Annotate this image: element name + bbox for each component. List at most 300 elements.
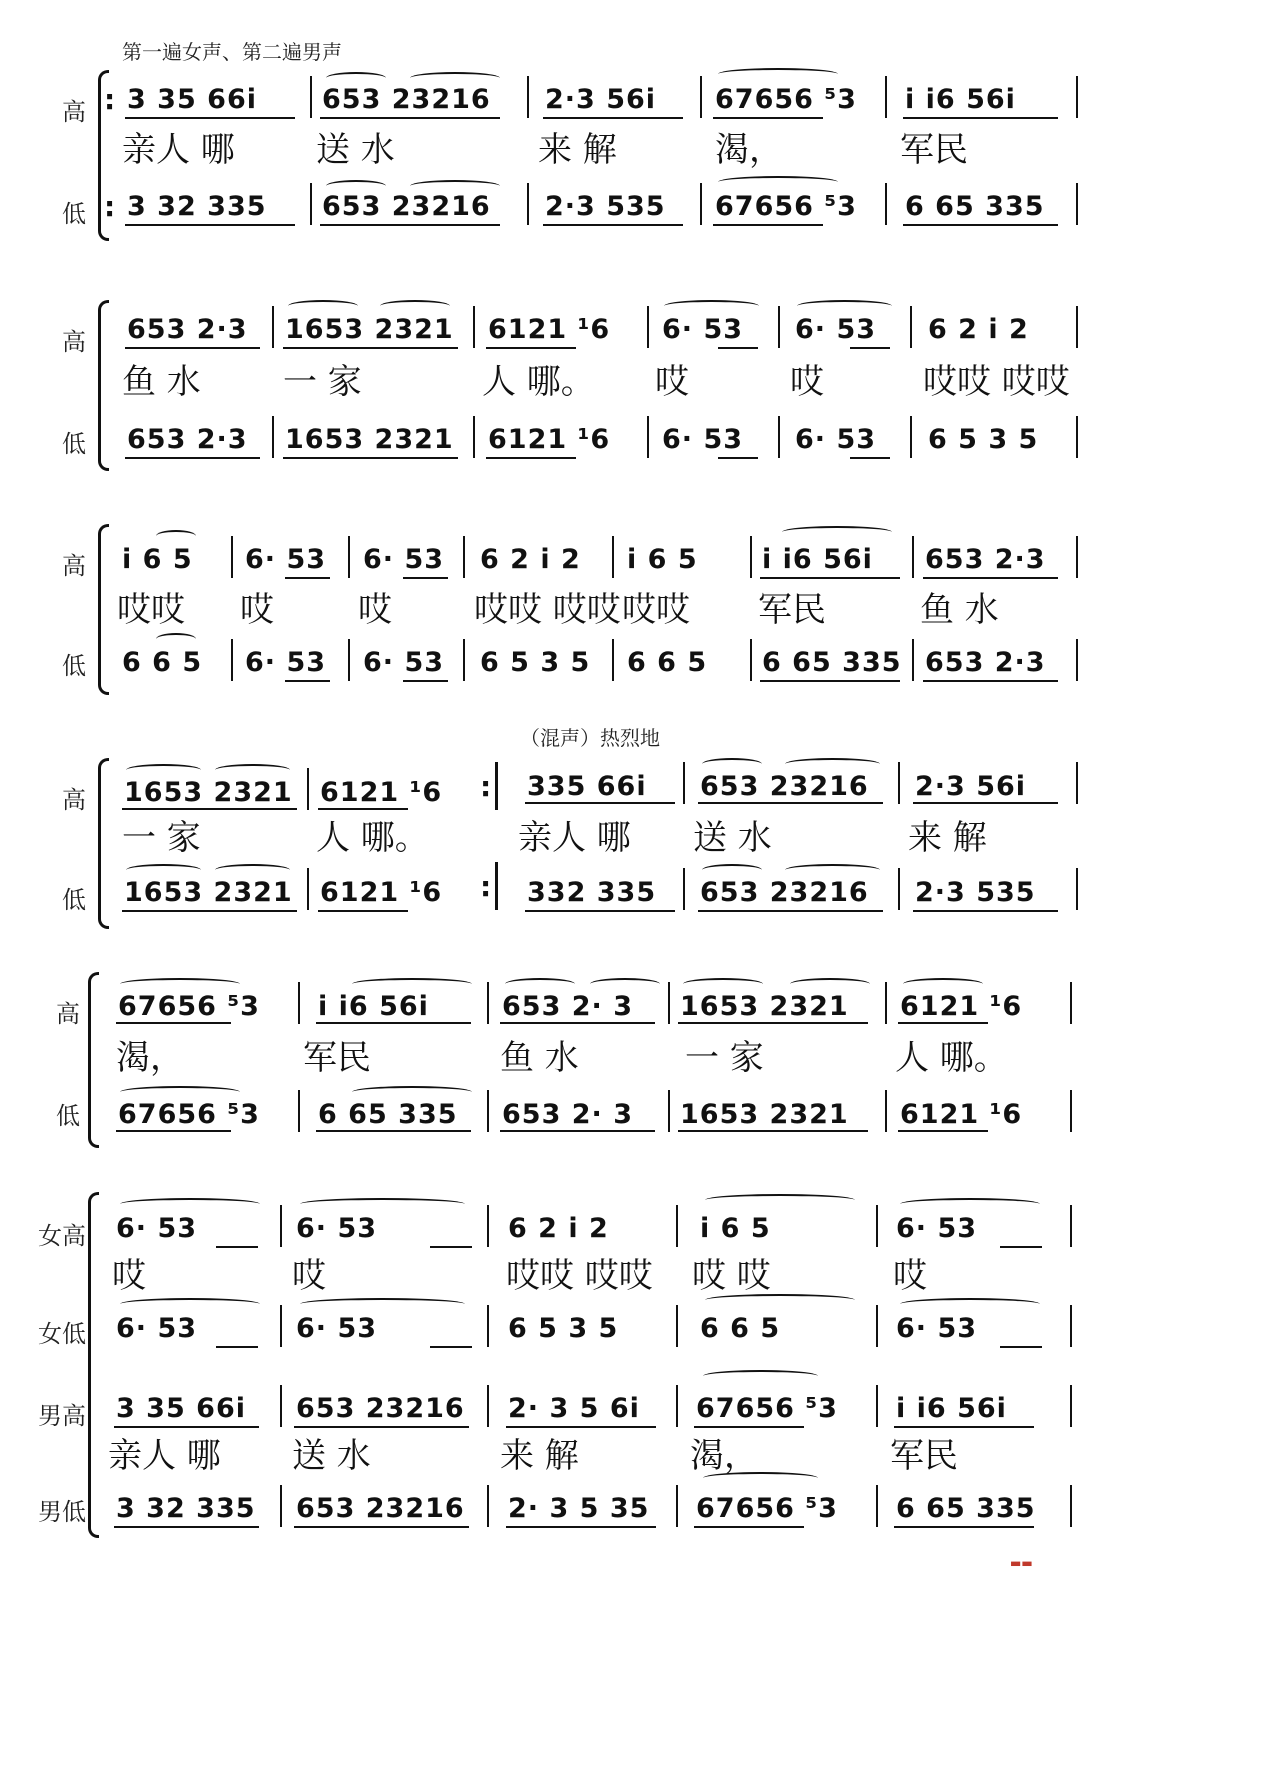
beam xyxy=(903,117,1058,119)
barline xyxy=(280,1485,282,1527)
beam xyxy=(122,910,297,912)
barline xyxy=(700,76,702,118)
barline xyxy=(298,1090,300,1132)
slur xyxy=(782,526,892,538)
lyric: 一 家 xyxy=(685,1038,764,1078)
measure-notes: 6 6 5 xyxy=(122,647,203,678)
measure-notes: 6· 53 xyxy=(795,424,877,455)
barline xyxy=(676,1485,678,1527)
measure-notes: 6121 ¹6 xyxy=(320,777,443,808)
lyric: 哎 xyxy=(790,362,824,402)
measure-notes: 6 2 i 2 xyxy=(508,1213,609,1244)
beam xyxy=(913,802,1058,804)
beam xyxy=(525,802,675,804)
slur xyxy=(352,978,472,990)
measure-notes: 335 66i xyxy=(527,771,647,802)
beam xyxy=(500,1130,655,1132)
measure-notes: i i6 56i xyxy=(318,991,429,1022)
measure-notes: 6· 53 xyxy=(296,1213,378,1244)
barline xyxy=(912,536,914,578)
measure-notes: 6121 ¹6 xyxy=(320,877,443,908)
measure-notes: 6 6 5 xyxy=(627,647,708,678)
measure-notes: 6121 ¹6 xyxy=(488,314,611,345)
measure-notes: 6 65 335 xyxy=(318,1099,458,1130)
beam xyxy=(320,224,500,226)
lyric: 来 解 xyxy=(500,1436,579,1476)
barline xyxy=(676,1305,678,1347)
barline xyxy=(885,183,887,225)
barline xyxy=(1070,1305,1072,1347)
lyric: 送 水 xyxy=(292,1436,371,1476)
beam xyxy=(923,680,1058,682)
slur xyxy=(380,300,450,312)
beam xyxy=(403,577,448,579)
beam xyxy=(318,910,408,912)
barline xyxy=(778,416,780,458)
barline xyxy=(307,768,309,810)
beam xyxy=(543,224,683,226)
beam xyxy=(114,1426,259,1428)
measure-notes: 6 65 335 xyxy=(762,647,902,678)
beam xyxy=(1000,1246,1042,1248)
repeat-start-sign: : xyxy=(104,190,116,223)
lyric: 一 家 xyxy=(283,362,362,402)
voice-label-high: 高 xyxy=(62,328,86,356)
barline xyxy=(473,416,475,458)
lyric: 军民 xyxy=(900,130,968,170)
measure-notes: 1653 2321 xyxy=(285,314,454,345)
measure-notes: 6· 53 xyxy=(896,1213,978,1244)
repeat-end-barline xyxy=(495,762,498,810)
slur xyxy=(326,180,386,192)
barline xyxy=(487,1090,489,1132)
voice-label-female-high: 女高 xyxy=(38,1222,86,1250)
measure-notes: 2· 3 5 6i xyxy=(508,1393,640,1424)
barline xyxy=(487,1305,489,1347)
barline xyxy=(527,183,529,225)
beam xyxy=(125,224,295,226)
measure-notes: i 6 5 xyxy=(700,1213,771,1244)
measure-notes: 6· 53 xyxy=(795,314,877,345)
measure-notes: 653 23216 xyxy=(700,771,869,802)
slur xyxy=(903,978,983,990)
beam xyxy=(294,1526,469,1528)
beam xyxy=(678,1130,868,1132)
barline xyxy=(310,183,312,225)
measure-notes: 6 2 i 2 xyxy=(928,314,1029,345)
voice-label-male-high: 男高 xyxy=(38,1402,86,1430)
slur xyxy=(120,1198,260,1210)
slur xyxy=(797,300,892,312)
beam xyxy=(913,910,1058,912)
voice-label-male-low: 男低 xyxy=(38,1498,86,1526)
lyric: 军民 xyxy=(303,1038,371,1078)
measure-notes: 3 32 335 xyxy=(127,191,267,222)
lyric: 哎哎 哎哎 xyxy=(923,362,1070,402)
barline xyxy=(1076,868,1078,910)
measure-notes: 6· 53 xyxy=(245,647,327,678)
barline xyxy=(487,1385,489,1427)
barline xyxy=(898,868,900,910)
slur xyxy=(790,978,870,990)
lyric: 人 哪。 xyxy=(895,1038,1008,1078)
barline xyxy=(612,639,614,681)
slur xyxy=(120,1086,240,1098)
voice-label-low: 低 xyxy=(62,430,86,458)
measure-notes: 6121 ¹6 xyxy=(900,1099,1023,1130)
lyric: 人 哪。 xyxy=(482,362,595,402)
barline xyxy=(750,536,752,578)
barline xyxy=(612,536,614,578)
slur xyxy=(703,1472,818,1484)
barline xyxy=(683,868,685,910)
slur xyxy=(718,68,838,80)
barline xyxy=(676,1205,678,1247)
slur xyxy=(352,1086,472,1098)
beam xyxy=(698,910,883,912)
barline xyxy=(1070,982,1072,1024)
beam xyxy=(285,577,330,579)
system-brace xyxy=(98,300,109,471)
barline xyxy=(885,1090,887,1132)
barline xyxy=(473,306,475,348)
barline xyxy=(348,639,350,681)
lyric: 哎 xyxy=(112,1256,146,1296)
barline xyxy=(876,1205,878,1247)
slur xyxy=(718,176,838,188)
barline xyxy=(700,183,702,225)
beam xyxy=(694,1426,804,1428)
slur xyxy=(288,300,358,312)
barline xyxy=(307,868,309,910)
slur xyxy=(900,1198,1040,1210)
beam xyxy=(898,1130,988,1132)
voice-label-high: 高 xyxy=(62,98,86,126)
lyric: 亲人 哪 xyxy=(122,130,235,170)
lyric: 鱼 水 xyxy=(122,362,201,402)
slur xyxy=(410,180,500,192)
slur xyxy=(900,1298,1040,1310)
measure-notes: 653 2· 3 xyxy=(502,991,633,1022)
barline xyxy=(683,762,685,804)
measure-notes: 67656 ⁵3 xyxy=(715,84,857,115)
lyric: 哎哎 哎哎 xyxy=(474,590,621,630)
beam xyxy=(316,1022,471,1024)
barline xyxy=(487,1485,489,1527)
lyric: 渴， xyxy=(715,130,783,170)
beam xyxy=(894,1426,1034,1428)
measure-notes: 6· 53 xyxy=(116,1313,198,1344)
lyric: 哎 xyxy=(655,362,689,402)
beam xyxy=(500,1022,655,1024)
slur xyxy=(785,758,880,770)
voice-label-high: 高 xyxy=(62,552,86,580)
barline xyxy=(1070,1205,1072,1247)
beam xyxy=(318,808,408,810)
slur xyxy=(326,72,386,84)
measure-notes: 6· 53 xyxy=(363,647,445,678)
measure-notes: i i6 56i xyxy=(905,84,1016,115)
beam xyxy=(543,117,683,119)
voice-label-female-low: 女低 xyxy=(38,1320,86,1348)
barline xyxy=(778,306,780,348)
measure-notes: 6· 53 xyxy=(896,1313,978,1344)
beam xyxy=(713,224,823,226)
beam xyxy=(125,347,260,349)
beam xyxy=(903,224,1058,226)
voice-label-high: 高 xyxy=(62,786,86,814)
beam xyxy=(923,577,1058,579)
barline xyxy=(1076,183,1078,225)
barline xyxy=(231,639,233,681)
measure-notes: 6 5 3 5 xyxy=(480,647,591,678)
slur xyxy=(702,758,762,770)
system-brace xyxy=(88,972,99,1148)
beam xyxy=(430,1346,472,1348)
measure-notes: 6· 53 xyxy=(662,424,744,455)
slur xyxy=(215,764,290,776)
beam xyxy=(285,680,330,682)
barline xyxy=(1076,639,1078,681)
barline xyxy=(487,1205,489,1247)
barline xyxy=(272,306,274,348)
barline xyxy=(1076,306,1078,348)
beam xyxy=(760,577,900,579)
measure-notes: 3 32 335 xyxy=(116,1493,256,1524)
lyric: 人 哪。 xyxy=(316,818,429,858)
barline xyxy=(876,1485,878,1527)
voice-label-low: 低 xyxy=(62,200,86,228)
lyric: 军民 xyxy=(890,1436,958,1476)
measure-notes: 653 2·3 xyxy=(925,544,1046,575)
beam xyxy=(294,1426,469,1428)
slur xyxy=(300,1298,465,1310)
beam xyxy=(486,457,576,459)
slur xyxy=(120,978,240,990)
barline xyxy=(676,1385,678,1427)
beam xyxy=(506,1426,656,1428)
slur xyxy=(126,864,201,876)
measure-notes: 6· 53 xyxy=(245,544,327,575)
beam xyxy=(850,347,890,349)
beam xyxy=(125,117,295,119)
slur xyxy=(683,978,763,990)
slur xyxy=(664,300,759,312)
beam xyxy=(898,1022,988,1024)
slur xyxy=(410,72,500,84)
beam xyxy=(698,802,883,804)
measure-notes: i i6 56i xyxy=(896,1393,1007,1424)
beam xyxy=(125,457,260,459)
barline xyxy=(1076,416,1078,458)
barline xyxy=(668,982,670,1024)
slur xyxy=(702,864,762,876)
voice-label-low: 低 xyxy=(62,886,86,914)
barline xyxy=(910,416,912,458)
lyric: 送 水 xyxy=(316,130,395,170)
slur xyxy=(590,978,660,990)
measure-notes: 67656 ⁵3 xyxy=(118,1099,260,1130)
lyric: 亲人 哪 xyxy=(518,818,631,858)
measure-notes: 1653 2321 xyxy=(680,991,849,1022)
measure-notes: 6· 53 xyxy=(363,544,445,575)
beam xyxy=(320,117,500,119)
repeat-end-barline xyxy=(495,862,498,910)
lyric: 哎哎 xyxy=(117,590,185,630)
beam xyxy=(525,910,675,912)
beam xyxy=(122,808,297,810)
beam xyxy=(283,347,458,349)
repeat-end-sign: : xyxy=(480,870,492,903)
beam xyxy=(114,1526,259,1528)
measure-notes: 67656 ⁵3 xyxy=(696,1393,838,1424)
repeat-start-sign: : xyxy=(104,83,116,116)
beam xyxy=(850,457,890,459)
barline xyxy=(463,536,465,578)
lyric: 哎 xyxy=(292,1256,326,1296)
slur xyxy=(126,764,201,776)
barline xyxy=(750,639,752,681)
measure-notes: 653 2·3 xyxy=(127,424,248,455)
measure-notes: 1653 2321 xyxy=(680,1099,849,1130)
barline xyxy=(912,639,914,681)
barline xyxy=(1076,762,1078,804)
system-brace xyxy=(98,524,109,695)
measure-notes: 6· 53 xyxy=(296,1313,378,1344)
measure-notes: 6 6 5 xyxy=(700,1313,781,1344)
barline xyxy=(1070,1090,1072,1132)
barline xyxy=(1070,1485,1072,1527)
beam xyxy=(403,680,448,682)
slur xyxy=(705,1194,855,1206)
lyric: 鱼 水 xyxy=(500,1038,579,1078)
measure-notes: 653 23216 xyxy=(296,1393,465,1424)
measure-notes: 6 5 3 5 xyxy=(928,424,1039,455)
barline xyxy=(280,1305,282,1347)
lyric: 哎哎 哎哎 xyxy=(506,1256,653,1296)
barline xyxy=(463,639,465,681)
barline xyxy=(898,762,900,804)
beam xyxy=(216,1246,258,1248)
beam xyxy=(713,117,823,119)
measure-notes: 653 2·3 xyxy=(127,314,248,345)
slur xyxy=(705,1294,855,1306)
measure-notes: 1653 2321 xyxy=(285,424,454,455)
lyric: 来 解 xyxy=(538,130,617,170)
voice-label-high: 高 xyxy=(56,1000,80,1028)
beam xyxy=(678,1022,868,1024)
voice-label-low: 低 xyxy=(62,652,86,680)
repeat-end-sign: : xyxy=(480,770,492,803)
barline xyxy=(527,76,529,118)
measure-notes: 653 23216 xyxy=(322,84,491,115)
measure-notes: 6 2 i 2 xyxy=(480,544,581,575)
measure-notes: 653 23216 xyxy=(296,1493,465,1524)
measure-notes: 2·3 535 xyxy=(915,877,1036,908)
lyric: 亲人 哪 xyxy=(108,1436,221,1476)
beam xyxy=(316,1130,471,1132)
lyric: 哎 xyxy=(358,590,392,630)
lyric: 哎哎 xyxy=(622,590,690,630)
measure-notes: 2·3 56i xyxy=(915,771,1027,802)
lyric: 渴， xyxy=(116,1038,184,1078)
beam xyxy=(718,347,758,349)
voice-label-low: 低 xyxy=(56,1102,80,1130)
measure-notes: 3 35 66i xyxy=(116,1393,246,1424)
barline xyxy=(1076,536,1078,578)
barline xyxy=(668,1090,670,1132)
beam xyxy=(283,457,458,459)
beam xyxy=(486,347,576,349)
lyric: 哎 xyxy=(893,1256,927,1296)
beam xyxy=(506,1526,656,1528)
beam xyxy=(894,1526,1034,1528)
measure-notes: 2·3 535 xyxy=(545,191,666,222)
measure-notes: 6121 ¹6 xyxy=(900,991,1023,1022)
beam xyxy=(216,1346,258,1348)
barline xyxy=(647,416,649,458)
measure-notes: 6· 53 xyxy=(662,314,744,345)
barline xyxy=(298,982,300,1024)
barline xyxy=(910,306,912,348)
slur xyxy=(156,530,196,542)
barline xyxy=(348,536,350,578)
lyric: 送 水 xyxy=(693,818,772,858)
measure-notes: 332 335 xyxy=(527,877,657,908)
slur xyxy=(156,633,196,645)
measure-notes: 1653 2321 xyxy=(124,777,293,808)
measure-notes: 6 65 335 xyxy=(905,191,1045,222)
measure-notes: 67656 ⁵3 xyxy=(696,1493,838,1524)
lyric: 哎 哎 xyxy=(692,1256,771,1296)
lyric: 渴， xyxy=(690,1436,758,1476)
measure-notes: 67656 ⁵3 xyxy=(715,191,857,222)
measure-notes: 6 65 335 xyxy=(896,1493,1036,1524)
beam xyxy=(718,457,758,459)
barline xyxy=(876,1305,878,1347)
watermark-icon: ▬▬ xyxy=(1010,1556,1033,1570)
measure-notes: 6 5 3 5 xyxy=(508,1313,619,1344)
barline xyxy=(272,416,274,458)
measure-notes: 2·3 56i xyxy=(545,84,657,115)
barline xyxy=(310,76,312,118)
barline xyxy=(1070,1385,1072,1427)
measure-notes: 6121 ¹6 xyxy=(488,424,611,455)
measure-notes: 653 2·3 xyxy=(925,647,1046,678)
barline xyxy=(280,1205,282,1247)
beam xyxy=(116,1130,231,1132)
lyric: 鱼 水 xyxy=(920,590,999,630)
slur xyxy=(785,864,880,876)
lyric: 来 解 xyxy=(908,818,987,858)
barline xyxy=(876,1385,878,1427)
measure-notes: 1653 2321 xyxy=(124,877,293,908)
beam xyxy=(694,1526,804,1528)
measure-notes: 3 35 66i xyxy=(127,84,257,115)
beam xyxy=(1000,1346,1042,1348)
measure-notes: 653 23216 xyxy=(700,877,869,908)
beam xyxy=(430,1246,472,1248)
measure-notes: 67656 ⁵3 xyxy=(118,991,260,1022)
slur xyxy=(120,1298,260,1310)
performance-instruction-mixed: （混声）热烈地 xyxy=(520,726,660,750)
measure-notes: 653 2· 3 xyxy=(502,1099,633,1130)
barline xyxy=(885,76,887,118)
beam xyxy=(760,680,900,682)
barline xyxy=(280,1385,282,1427)
measure-notes: 2· 3 5 35 xyxy=(508,1493,650,1524)
slur xyxy=(505,978,575,990)
